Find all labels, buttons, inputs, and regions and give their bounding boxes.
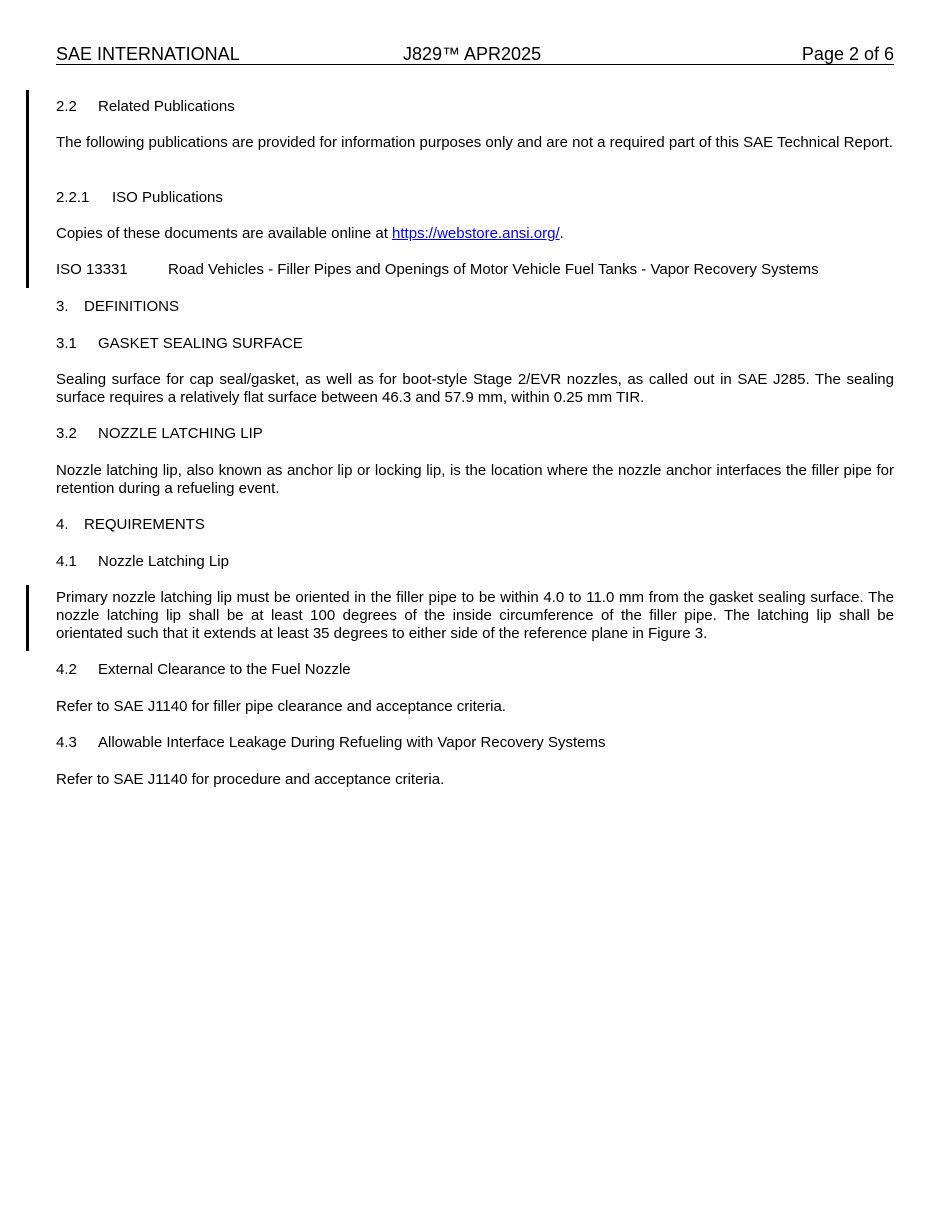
section-title: Allowable Interface Leakage During Refueling with Vapor Recovery Systems (98, 734, 606, 751)
section-heading-2-2-1: 2.2.1 ISO Publications (56, 189, 223, 206)
section-heading-2-2: 2.2 Related Publications (56, 98, 235, 115)
change-bar (26, 90, 29, 288)
section-heading-4-3: 4.3 Allowable Interface Leakage During Refueling with Vapor Recovery Systems (56, 734, 606, 751)
section-title: NOZZLE LATCHING LIP (98, 425, 263, 442)
page-header (56, 44, 894, 65)
paragraph-3-2: Nozzle latching lip, also known as anchor lip or locking lip, is the location where the nozzle anchor interfaces the filler pipe for retention during a refueling event. (56, 462, 894, 497)
section-heading-3-1: 3.1 GASKET SEALING SURFACE (56, 335, 303, 352)
reference-entry (56, 261, 894, 279)
section-title: External Clearance to the Fuel Nozzle (98, 661, 351, 678)
section-heading-4-2: 4.2 External Clearance to the Fuel Nozzle (56, 661, 351, 678)
section-title: Nozzle Latching Lip (98, 553, 229, 570)
section-heading-4: 4. REQUIREMENTS (56, 516, 205, 533)
section-heading-3-2: 3.2 NOZZLE LATCHING LIP (56, 425, 263, 442)
section-heading-3: 3. DEFINITIONS (56, 298, 180, 315)
reference-title: Road Vehicles - Filler Pipes and Openings of Motor Vehicle Fuel Tanks - Vapor Recovery Systems (168, 261, 819, 278)
paragraph-2-2: The following publications are provided for information purposes only and are not a required part of this SAE Technical Report. (56, 134, 893, 151)
section-title: Related Publications (98, 98, 235, 115)
paragraph-4-3: Refer to SAE J1140 for procedure and acceptance criteria. (56, 771, 445, 788)
section-heading-4-1: 4.1 Nozzle Latching Lip (56, 553, 229, 570)
header-page-number: Page 2 of 6 (801, 44, 894, 64)
paragraph-4-2: Refer to SAE J1140 for filler pipe clearance and acceptance criteria. (56, 698, 506, 715)
section-title: ISO Publications (112, 189, 223, 206)
section-title: DEFINITIONS (84, 298, 180, 315)
paragraph-3-1: Sealing surface for cap seal/gasket, as well as for boot-style Stage 2/EVR nozzles, as called out in SAE J285. The sealing surface requires a relatively flat surface between 46.3 and 57.9 mm, within 0.25 mm TIR. (56, 371, 894, 406)
paragraph-4-1: Primary nozzle latching lip must be oriented in the filler pipe to be within 4.0 to 11.0 mm from the gasket sealing surface. The nozzle latching lip shall be at least 100 degrees of the inside circumference of the filler pipe. The latching lip shall be orientated such that it extends at least 35 degrees to either side of the reference plane in Figure 3. (56, 589, 894, 642)
section-title: REQUIREMENTS (84, 516, 205, 533)
webstore-link[interactable]: https://webstore.ansi.org/ (392, 225, 560, 242)
reference-code: ISO 13331 (56, 261, 128, 278)
change-bar (26, 585, 29, 651)
paragraph-2-2-1: Copies of these documents are available online at https://webstore.ansi.org/. (56, 225, 564, 242)
header-doc-id: J829™ APR2025 (403, 44, 542, 64)
section-title: GASKET SEALING SURFACE (98, 335, 303, 352)
header-org: SAE INTERNATIONAL (56, 44, 240, 64)
